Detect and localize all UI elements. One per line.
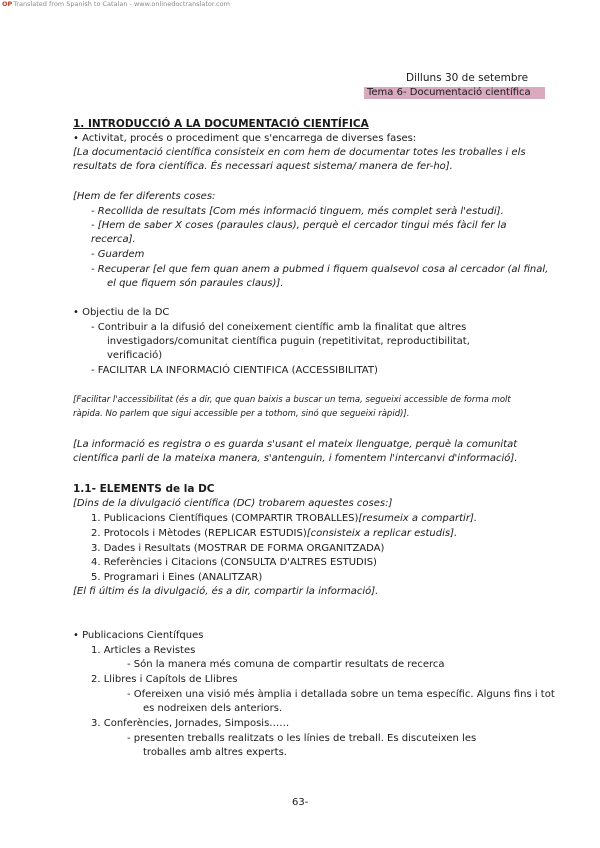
note-line: científica parli de la mateixa manera, s'antenguin, i fomentem l'intercanvi d'informació].	[73, 453, 518, 464]
publication-description: - Són la manera més comuna de compartir resultats de recerca	[127, 659, 445, 670]
task-item: - Guardem	[91, 249, 145, 260]
translator-logo: OP	[2, 0, 13, 8]
task-item-continuation: recerca].	[91, 234, 136, 245]
publication-description: - presenten treballs realitzats o les línies de treball. Es discuteixen les	[127, 733, 477, 744]
note-line: resultats de fora científica. És necessari aquest sistema/ manera de fer-ho].	[73, 161, 453, 172]
publication-type: 1. Articles a Revistes	[91, 645, 196, 656]
task-item: - Recuperar [el que fem quan anem a pubmed i fiquem qualsevol cosa al cercador (al final,	[91, 264, 549, 275]
document-date: Dilluns 30 de setembre	[406, 72, 529, 84]
task-item-continuation: el que fiquem són paraules claus)].	[107, 278, 284, 289]
elements-closing: [El fi últim és la divulgació, és a dir, compartir la informació].	[73, 586, 379, 597]
objective-heading: • Objectiu de la DC	[73, 307, 170, 318]
publications-heading: • Publicacions Científques	[73, 630, 204, 641]
page-number: 63-	[292, 797, 309, 808]
objective-item-continuation: verificació)	[107, 350, 163, 361]
element-item: 3. Dades i Resultats (MOSTRAR DE FORMA ORGANITZADA)	[91, 543, 385, 554]
publication-description: - Ofereixen una visió més àmplia i detallada sobre un tema específic. Alguns fins i tot	[127, 689, 555, 700]
tasks-header: [Hem de fer diferents coses:	[73, 191, 216, 202]
element-item: 2. Protocols i Mètodes (REPLICAR ESTUDIS)[consisteix a replicar estudis].	[91, 528, 458, 539]
element-item: 5. Programari i Eines (ANALITZAR)	[91, 572, 263, 583]
publication-description-continuation: troballes amb altres experts.	[143, 747, 287, 758]
publication-type: 3. Conferències, Jornades, Simposis……	[91, 718, 290, 729]
task-item: - [Hem de saber X coses (paraules claus), perquè el cercador tingui més fàcil fer la	[91, 220, 507, 231]
objective-item: - Contribuir a la difusió del coneixement científic amb la finalitat que altres	[91, 322, 467, 333]
note-line: [La informació es registra o es guarda s'usant el mateix llenguatge, perquè la comunitat	[73, 439, 518, 450]
note-line: [Facilitar l'accessibilitat (és a dir, que quan baixis a buscar un tema, segueixi accessible de forma molt	[73, 395, 511, 405]
bullet-activity: • Activitat, procés o procediment que s'encarrega de diverses fases:	[73, 133, 417, 144]
element-item: 4. Referències i Citacions (CONSULTA D'ALTRES ESTUDIS)	[91, 557, 377, 568]
note-line: ràpida. No parlem que sigui accessible per a tothom, sinó que segueixi ràpid)].	[73, 409, 410, 419]
task-item: - Recollida de resultats [Com més informació tinguem, més complet serà l'estudi].	[91, 206, 504, 217]
publication-description-continuation: es nodreixen dels anteriors.	[143, 703, 283, 714]
translator-banner-text: Translated from Spanish to Catalan - www.onlinedoctranslator.com	[13, 0, 230, 8]
elements-intro: [Dins de la divulgació científica (DC) trobarem aquestes coses:]	[73, 498, 393, 509]
section-title-elements: 1.1- ELEMENTS de la DC	[73, 483, 215, 495]
publication-type: 2. Llibres i Capítols de Llibres	[91, 674, 238, 685]
note-line: [La documentació científica consisteix en com hem de documentar totes les troballes i els	[73, 147, 526, 158]
topic-label: Tema 6- Documentació científica	[364, 87, 545, 99]
translator-banner	[2, 0, 230, 8]
section-title-introduction: 1. INTRODUCCIÓ A LA DOCUMENTACIÓ CIENTÍFICA	[73, 118, 369, 130]
objective-item: - FACILITAR LA INFORMACIÓ CIENTIFICA (ACCESSIBILITAT)	[91, 365, 378, 376]
element-item: 1. Publicacions Científiques (COMPARTIR TROBALLES)[resumeix a compartir].	[91, 513, 478, 524]
objective-item-continuation: investigadors/comunitat científica puguin (repetitivitat, reproductibilitat,	[107, 336, 470, 347]
